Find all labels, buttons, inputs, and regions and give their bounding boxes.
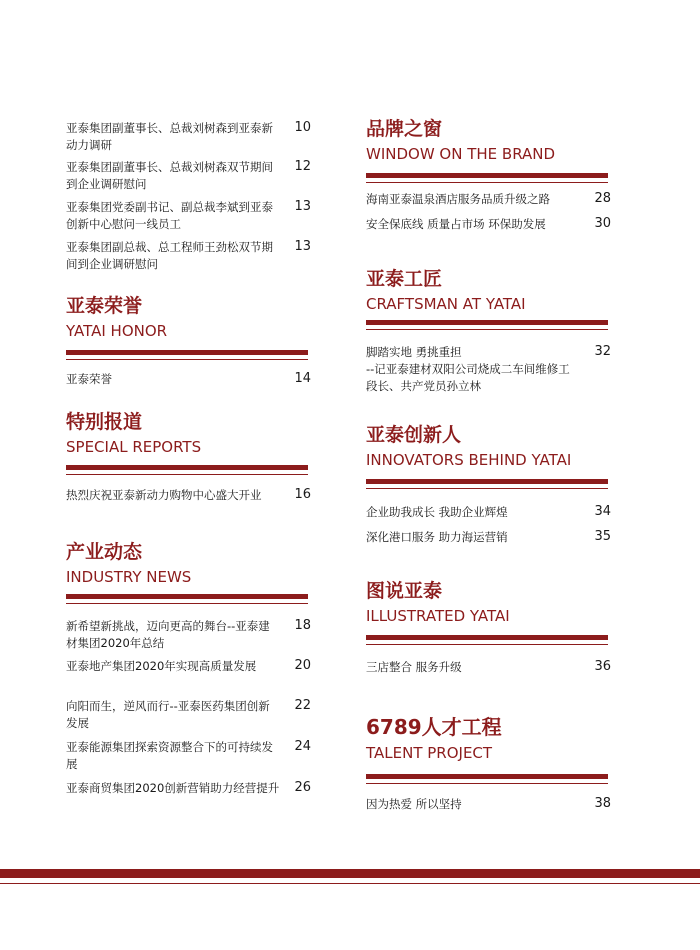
entry-page: 22 bbox=[294, 698, 311, 713]
section-rule-thick bbox=[66, 594, 308, 599]
section-title-en: SPECIAL REPORTS bbox=[66, 438, 202, 456]
section-rule-thin bbox=[366, 644, 608, 645]
section-rule-thick bbox=[366, 173, 608, 178]
section-rule-thick bbox=[66, 350, 308, 355]
entry-page: 16 bbox=[294, 487, 311, 502]
entry-page: 38 bbox=[594, 796, 611, 811]
entry-title: 亚泰商贸集团2020创新营销助力经营提升 bbox=[66, 781, 280, 795]
entry-title: 向阳而生，逆风而行--亚泰医药集团创新发展 bbox=[66, 699, 270, 730]
section-title-cn: 特别报道 bbox=[66, 411, 143, 433]
entry-title: 亚泰集团副总裁、总工程师王劲松双节期间到企业调研慰问 bbox=[66, 240, 273, 271]
entry-title: 亚泰集团党委副书记、副总裁李斌到亚泰创新中心慰问一线员工 bbox=[66, 200, 273, 231]
entry-title: 新希望新挑战，迈向更高的舞台--亚泰建材集团2020年总结 bbox=[66, 619, 270, 650]
entry-title: 亚泰集团副董事长、总裁刘树森到亚泰新动力调研 bbox=[66, 121, 273, 152]
section-title-en: INDUSTRY NEWS bbox=[66, 568, 192, 586]
section-title-en: YATAI HONOR bbox=[66, 322, 168, 340]
entry-title: 亚泰地产集团2020年实现高质量发展 bbox=[66, 659, 257, 673]
entry-title: 因为热爱 所以坚持 bbox=[366, 797, 462, 811]
entry-title: 三店整合 服务升级 bbox=[366, 660, 462, 674]
section-title-cn: 图说亚泰 bbox=[366, 580, 443, 602]
entry-page: 20 bbox=[294, 658, 311, 673]
section-rule-thin bbox=[366, 182, 608, 183]
entry-page: 24 bbox=[294, 739, 311, 754]
section-rule-thin bbox=[366, 329, 608, 330]
entry-title: 安全保底线 质量占市场 环保助发展 bbox=[366, 217, 546, 231]
section-rule-thin bbox=[66, 603, 308, 604]
entry-page: 13 bbox=[294, 239, 311, 254]
entry-title: 热烈庆祝亚泰新动力购物中心盛大开业 bbox=[66, 488, 262, 502]
section-title-cn: 亚泰创新人 bbox=[366, 424, 462, 446]
section-rule-thick bbox=[366, 635, 608, 640]
entry-page: 36 bbox=[594, 659, 611, 674]
section-title-en: CRAFTSMAN AT YATAI bbox=[366, 295, 526, 313]
footer-bar-thick bbox=[0, 869, 700, 878]
entry-page: 35 bbox=[594, 529, 611, 544]
entry-title: 脚踏实地 勇挑重担 --记亚泰建材双阳公司烧成二车间维修工段长、共产党员孙立林 bbox=[366, 345, 570, 393]
section-title-cn: 产业动态 bbox=[66, 541, 143, 563]
section-title-cn: 亚泰荣誉 bbox=[66, 295, 143, 317]
section-rule-thin bbox=[366, 488, 608, 489]
entry-page: 26 bbox=[294, 780, 311, 795]
section-title-en: TALENT PROJECT bbox=[366, 744, 493, 762]
entry-page: 30 bbox=[594, 216, 611, 231]
entry-title: 企业助我成长 我助企业辉煌 bbox=[366, 505, 508, 519]
section-rule-thin bbox=[66, 359, 308, 360]
section-rule-thin bbox=[66, 474, 308, 475]
entry-page: 34 bbox=[594, 504, 611, 519]
entry-title: 亚泰能源集团探索资源整合下的可持续发展 bbox=[66, 740, 273, 771]
entry-page: 14 bbox=[294, 371, 311, 386]
entry-page: 10 bbox=[294, 120, 311, 135]
entry-page: 32 bbox=[594, 344, 611, 359]
entry-page: 13 bbox=[294, 199, 311, 214]
section-rule-thin bbox=[366, 783, 608, 784]
section-title-en: WINDOW ON THE BRAND bbox=[366, 145, 556, 163]
section-title-cn: 亚泰工匠 bbox=[366, 268, 443, 290]
entry-title: 深化港口服务 助力海运营销 bbox=[366, 530, 508, 544]
section-title-en: ILLUSTRATED YATAI bbox=[366, 607, 510, 625]
section-title-cn: 品牌之窗 bbox=[366, 118, 443, 140]
entry-page: 28 bbox=[594, 191, 611, 206]
entry-page: 18 bbox=[294, 618, 311, 633]
section-rule-thick bbox=[366, 320, 608, 325]
section-title-en: INNOVATORS BEHIND YATAI bbox=[366, 451, 572, 469]
section-title-cn: 6789人才工程 bbox=[366, 715, 502, 739]
footer-bar-thin bbox=[0, 883, 700, 884]
entry-page: 12 bbox=[294, 159, 311, 174]
entry-title: 亚泰集团副董事长、总裁刘树森双节期间到企业调研慰问 bbox=[66, 160, 273, 191]
section-rule-thick bbox=[366, 479, 608, 484]
entry-title: 海南亚泰温泉酒店服务品质升级之路 bbox=[366, 192, 550, 206]
section-rule-thick bbox=[366, 774, 608, 779]
entry-title: 亚泰荣誉 bbox=[66, 372, 112, 386]
section-rule-thick bbox=[66, 465, 308, 470]
